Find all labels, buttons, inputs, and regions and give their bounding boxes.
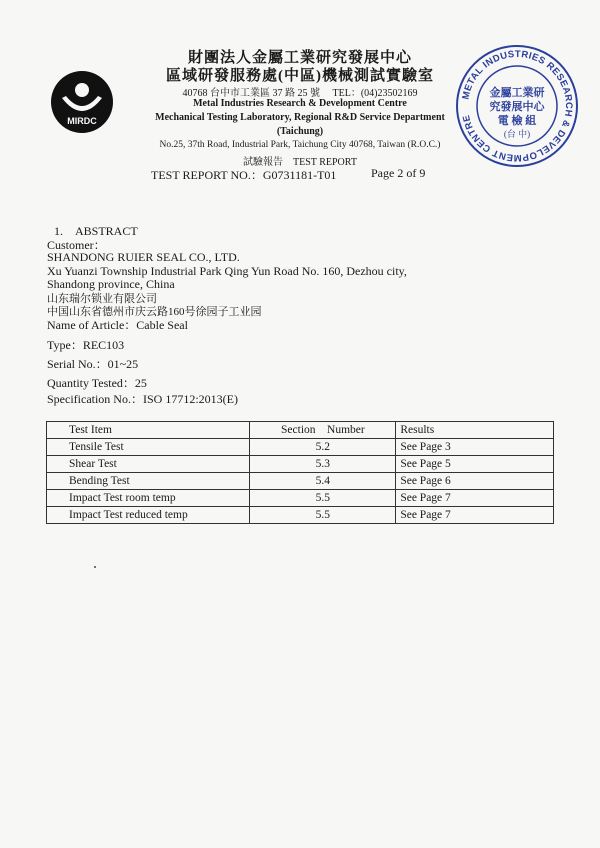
cell-result: See Page 3 <box>396 439 554 456</box>
lab-name-cn: 區域研發服務處(中區)機械測試實驗室 <box>166 68 434 84</box>
cell-result: See Page 5 <box>396 456 554 473</box>
branch-en: (Taichung) <box>276 126 324 137</box>
cell-section: 5.4 <box>250 473 396 490</box>
address-en: No.25, 37th Road, Industrial Park, Taichung City 40768, Taiwan (R.O.C.) <box>159 140 441 150</box>
table-header-row <box>47 422 554 439</box>
cell-test-item: Bending Test <box>47 473 250 490</box>
customer-address-line-1: Xu Yuanzi Township Industrial Park Qing Yun Road No. 160, Dezhou city, <box>47 264 407 278</box>
address-cn: 40768 台中市工業區 37 路 25 號 TEL：(04)23502169 <box>182 88 418 99</box>
org-name-cn: 財團法人金屬工業研究發展中心 <box>187 50 412 66</box>
article-name: Name of Article：Cable Seal <box>47 318 188 332</box>
seal-ring-text: METAL INDUSTRIES RESEARCH & DEVELOPMENT CENTRE <box>460 48 575 164</box>
cell-section: 5.5 <box>250 490 396 507</box>
cell-result: See Page 7 <box>396 490 554 507</box>
stray-mark <box>94 566 96 568</box>
customer-name-cn: 山东瑞尔锁业有限公司 <box>47 293 157 305</box>
header-results: Results <box>396 422 554 439</box>
report-number: TEST REPORT NO.：G0731181-T01 <box>151 168 337 182</box>
cell-section: 5.3 <box>250 456 396 473</box>
cell-test-item: Shear Test <box>47 456 250 473</box>
org-name-en: Metal Industries Research & Development Centre <box>193 98 407 109</box>
seal-line-1: 金屬工業研 <box>489 87 545 99</box>
cell-test-item: Impact Test reduced temp <box>47 507 250 524</box>
seal-stamp-icon <box>455 44 579 168</box>
cell-result: See Page 6 <box>396 473 554 490</box>
article-type: Type：REC103 <box>47 338 125 352</box>
section-heading: 1. ABSTRACT <box>54 224 138 238</box>
customer-name: SHANDONG RUIER SEAL CO., LTD. <box>47 250 240 264</box>
table-row <box>47 439 554 456</box>
table-row <box>47 507 554 524</box>
cell-test-item: Tensile Test <box>47 439 250 456</box>
table-row <box>47 456 554 473</box>
serial-number: Serial No.：01~25 <box>47 357 139 371</box>
header-section-number: Section Number <box>250 422 396 439</box>
page-number: Page 2 of 9 <box>371 166 426 180</box>
customer-address-cn: 中国山东省德州市庆云路160号徐园子工业园 <box>47 306 262 318</box>
customer-address-line-2: Shandong province, China <box>47 277 175 291</box>
seal-line-4: (台 中) <box>503 129 531 139</box>
lab-name-en: Mechanical Testing Laboratory, Regional R&D Service Department <box>155 112 445 123</box>
header-test-item: Test Item <box>47 422 250 439</box>
table-row <box>47 473 554 490</box>
cell-section: 5.2 <box>250 439 396 456</box>
logo-text: MIRDC <box>67 116 97 126</box>
cell-section: 5.5 <box>250 507 396 524</box>
seal-line-2: 究發展中心 <box>489 101 545 113</box>
report-title: 試驗報告 TEST REPORT <box>243 157 357 168</box>
seal-line-3: 電 檢 組 <box>497 115 537 127</box>
quantity-tested: Quantity Tested：25 <box>47 376 147 390</box>
table-row <box>47 490 554 507</box>
specification-number: Specification No.：ISO 17712:2013(E) <box>47 392 238 406</box>
cell-test-item: Impact Test room temp <box>47 490 250 507</box>
cell-result: See Page 7 <box>396 507 554 524</box>
results-table <box>46 421 554 524</box>
customer-label: Customer： <box>47 238 106 252</box>
